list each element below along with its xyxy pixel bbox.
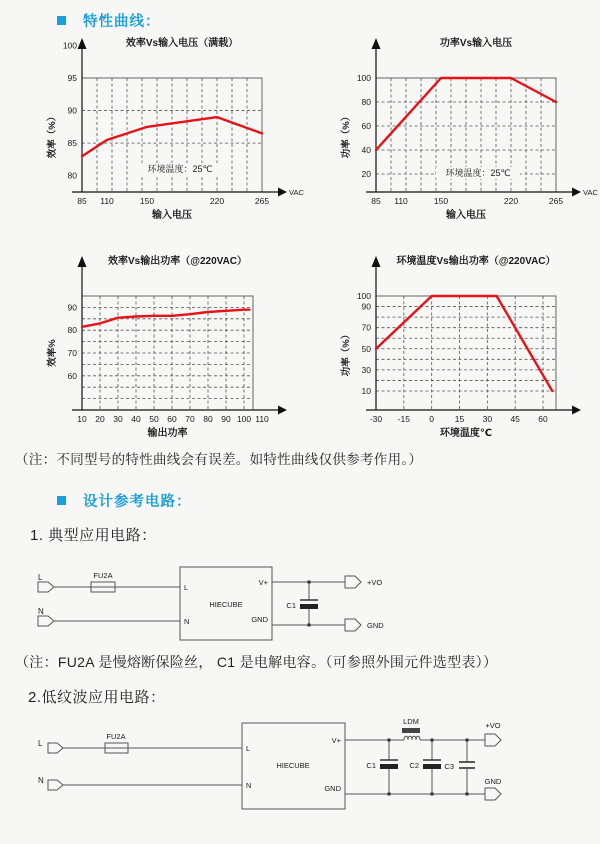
circuit1-heading: 1. 典型应用电路： — [30, 527, 157, 544]
junction-dot — [388, 739, 391, 742]
y-axis-arrow-icon — [372, 38, 381, 49]
svg-text:功率Vs输入电压: 功率Vs输入电压 — [439, 38, 513, 49]
curves-note: （注：不同型号的特性曲线会有误差。如特性曲线仅供参考作用。） — [15, 452, 423, 467]
svg-text:60: 60 — [538, 414, 548, 424]
connector-vo — [485, 734, 501, 746]
svg-text:85: 85 — [371, 196, 381, 206]
junction-dot — [431, 793, 434, 796]
svg-text:50: 50 — [361, 343, 371, 354]
svg-text:100: 100 — [236, 414, 252, 424]
pin-vplus-label: V+ — [258, 578, 268, 587]
connector-n — [48, 780, 63, 790]
svg-text:VAC: VAC — [583, 188, 598, 197]
svg-text:-15: -15 — [397, 414, 410, 424]
pin-n-label: N — [184, 617, 190, 626]
inductor-coil — [404, 736, 420, 740]
connector-vo — [345, 576, 361, 588]
svg-text:环境温度：25℃: 环境温度：25℃ — [445, 168, 511, 178]
pin-gnd-label: GND — [324, 784, 341, 793]
svg-text:220: 220 — [209, 196, 225, 206]
svg-text:90: 90 — [67, 105, 77, 116]
input-l-label: L — [38, 573, 43, 582]
svg-text:环境温度：25℃: 环境温度：25℃ — [147, 164, 213, 174]
svg-text:60: 60 — [361, 121, 371, 131]
section-header-curves — [57, 10, 161, 31]
svg-text:50: 50 — [149, 414, 159, 424]
svg-text:效率%: 效率% — [47, 339, 58, 367]
connector-l — [38, 582, 54, 592]
module-label: HIECUBE — [209, 600, 243, 609]
y-axis-arrow-icon — [78, 256, 87, 267]
x-axis-arrow-icon — [278, 188, 287, 197]
y-axis-arrow-icon — [372, 256, 381, 267]
chart-ambient-temp-vs-output-power — [336, 250, 600, 442]
x-axis-arrow-icon — [572, 406, 581, 415]
capacitor-plate-filled — [300, 604, 318, 609]
svg-text:110: 110 — [255, 414, 269, 424]
data-curve — [82, 310, 249, 327]
svg-text:10: 10 — [361, 386, 371, 396]
svg-text:20: 20 — [361, 169, 371, 179]
svg-text:90: 90 — [221, 414, 231, 424]
input-n-label: N — [38, 607, 44, 616]
x-axis-arrow-icon — [278, 406, 287, 415]
svg-text:265: 265 — [548, 196, 564, 206]
svg-text:100: 100 — [356, 73, 371, 83]
svg-text:VAC: VAC — [289, 188, 304, 197]
svg-text:60: 60 — [167, 414, 177, 424]
svg-text:0: 0 — [429, 414, 435, 424]
svg-text:70: 70 — [361, 322, 371, 333]
svg-text:80: 80 — [67, 325, 77, 336]
junction-dot — [388, 793, 391, 796]
pin-l-label: L — [246, 744, 251, 753]
section-bullet-icon — [57, 496, 66, 505]
inductor-core — [402, 728, 420, 733]
svg-text:150: 150 — [433, 196, 449, 206]
junction-dot — [308, 624, 311, 627]
svg-text:90: 90 — [361, 301, 371, 312]
svg-text:80: 80 — [361, 97, 371, 107]
svg-text:100: 100 — [356, 291, 371, 301]
svg-text:效率Vs输入电压（满载）: 效率Vs输入电压（满载） — [125, 38, 239, 49]
svg-text:70: 70 — [185, 414, 195, 424]
connector-gnd — [485, 788, 501, 800]
connector-gnd — [345, 619, 361, 631]
cap3-label: C3 — [444, 762, 454, 771]
fuse-label: FU2A — [106, 732, 126, 741]
svg-text:90: 90 — [67, 302, 77, 313]
svg-text:15: 15 — [454, 414, 465, 424]
section-title: 特性曲线： — [83, 14, 161, 30]
y-axis-arrow-icon — [78, 38, 87, 49]
svg-text:输出功率: 输出功率 — [147, 428, 188, 439]
chart-body — [46, 36, 304, 221]
inductor-label: LDM — [403, 717, 419, 726]
circuit-diagram-low-ripple — [30, 712, 530, 840]
fuse-label: FU2A — [93, 571, 113, 580]
svg-text:输入电压: 输入电压 — [152, 210, 192, 221]
cap1-label: C1 — [366, 761, 376, 770]
chart-efficiency-vs-input-voltage — [42, 32, 306, 224]
svg-text:110: 110 — [100, 196, 114, 206]
svg-text:220: 220 — [503, 196, 519, 206]
out-vo-label: +VO — [367, 578, 383, 587]
connector-l — [48, 743, 63, 753]
svg-text:265: 265 — [254, 196, 270, 206]
chart-body — [46, 254, 287, 439]
out-gnd-label: GND — [484, 777, 502, 786]
chart-body — [340, 36, 598, 221]
section-bullet-icon — [57, 16, 66, 25]
capacitor-plate-filled — [380, 764, 398, 769]
svg-text:85: 85 — [67, 138, 77, 149]
junction-dot — [466, 793, 469, 796]
svg-text:30: 30 — [113, 414, 123, 424]
svg-text:30: 30 — [482, 414, 493, 424]
svg-text:60: 60 — [67, 370, 77, 381]
svg-text:10: 10 — [77, 414, 87, 424]
x-axis-arrow-icon — [572, 188, 581, 197]
svg-text:功率（%）: 功率（%） — [341, 329, 352, 377]
svg-text:85: 85 — [77, 196, 87, 206]
junction-dot — [466, 739, 469, 742]
input-n-label: N — [38, 776, 44, 785]
cap1-label: C1 — [286, 601, 296, 610]
svg-text:环境温度Vs输出功率（@220VAC）: 环境温度Vs输出功率（@220VAC） — [396, 256, 556, 267]
svg-text:-30: -30 — [369, 414, 383, 424]
pin-l-label: L — [184, 583, 189, 592]
svg-text:环境温度℃: 环境温度℃ — [439, 428, 493, 439]
svg-text:功率（%）: 功率（%） — [341, 111, 352, 159]
section-title: 设计参考电路： — [83, 494, 192, 510]
svg-text:40: 40 — [361, 145, 371, 155]
svg-text:95: 95 — [67, 73, 77, 83]
svg-text:40: 40 — [131, 414, 141, 424]
connector-n — [38, 616, 54, 626]
svg-text:150: 150 — [139, 196, 155, 206]
svg-text:80: 80 — [67, 170, 77, 181]
pin-gnd-label: GND — [251, 615, 268, 624]
chart-power-vs-input-voltage — [336, 32, 600, 224]
input-l-label: L — [38, 739, 43, 748]
svg-text:输入电压: 输入电压 — [446, 210, 486, 221]
circuit1-note: （注：FU2A 是慢熔断保险丝， C1 是电解电容。（可参照外围元件选型表）） — [15, 654, 498, 670]
section-header-design — [57, 490, 192, 511]
svg-text:110: 110 — [394, 196, 408, 206]
chart-body — [340, 254, 581, 439]
capacitor-plate-filled — [423, 764, 441, 769]
pin-vplus-label: V+ — [331, 736, 341, 745]
cap2-label: C2 — [409, 761, 419, 770]
svg-text:效率（%）: 效率（%） — [47, 111, 58, 159]
junction-dot — [308, 581, 311, 584]
circuit-diagram-typical — [30, 554, 400, 656]
svg-text:100: 100 — [62, 40, 77, 51]
svg-text:45: 45 — [510, 414, 520, 424]
data-curve — [376, 296, 552, 391]
out-gnd-label: GND — [367, 621, 384, 630]
svg-text:70: 70 — [67, 348, 77, 358]
circuit2-heading: 2.低纹波应用电路： — [28, 689, 166, 706]
out-vo-label: +VO — [485, 721, 501, 730]
svg-text:80: 80 — [203, 414, 213, 424]
svg-text:20: 20 — [95, 414, 105, 424]
svg-text:效率Vs输出功率（@220VAC）: 效率Vs输出功率（@220VAC） — [107, 256, 248, 267]
junction-dot — [431, 739, 434, 742]
chart-efficiency-vs-output-power — [42, 250, 306, 442]
module-label: HIECUBE — [276, 761, 310, 770]
pin-n-label: N — [246, 781, 252, 790]
svg-text:30: 30 — [361, 364, 371, 375]
